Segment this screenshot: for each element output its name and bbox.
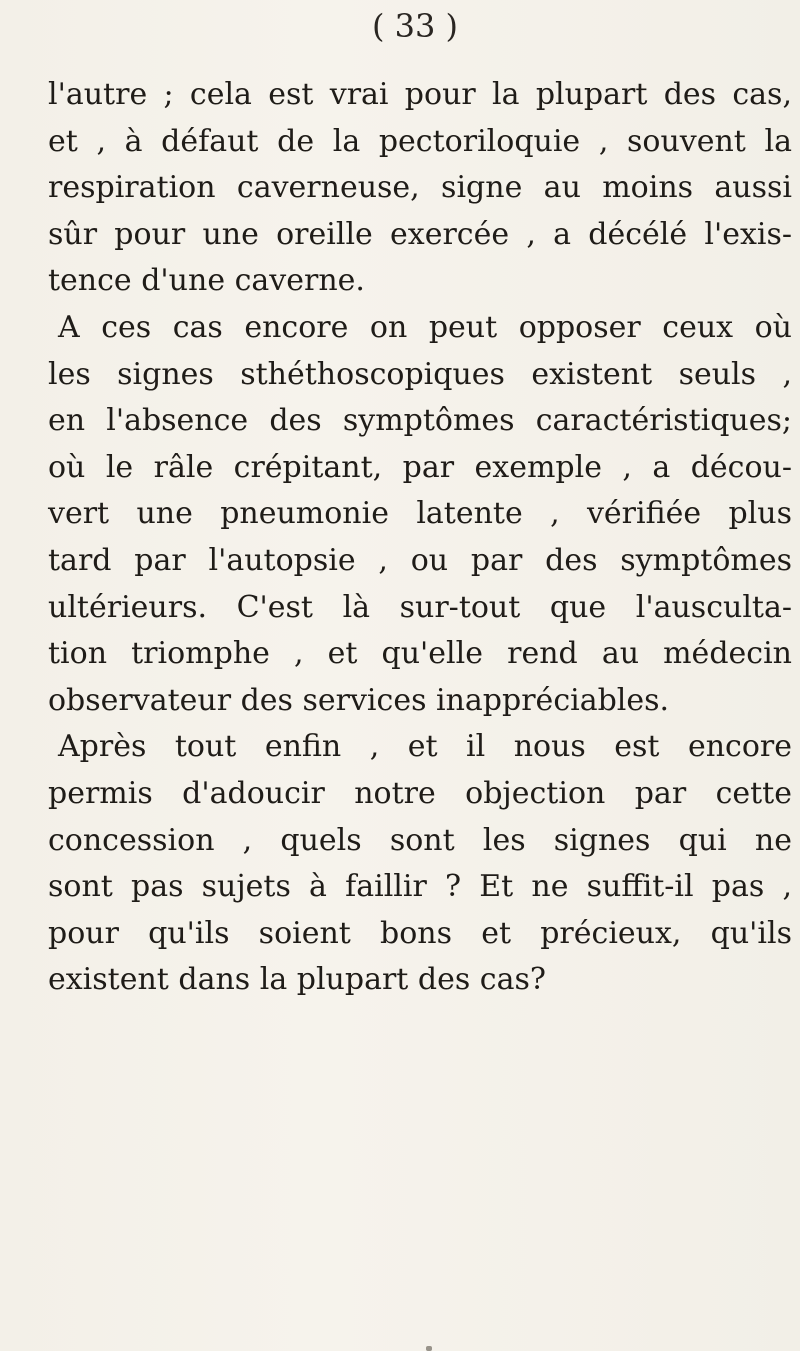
text-line: pour qu'ils soient bons et précieux, qu'ils	[48, 915, 792, 951]
text-line: sûr pour une oreille exercée , a décélé l'exis-	[48, 216, 792, 252]
text-line: tard par l'autopsie , ou par des symptômes	[48, 542, 792, 578]
text-line: existent dans la plupart des cas?	[48, 962, 546, 998]
body-text	[48, 72, 792, 1004]
text-line: vert une pneumonie latente , vérifiée plus	[48, 496, 792, 532]
text-line: où le râle crépitant, par exemple , a décou-	[48, 449, 792, 485]
page-number: ( 33 )	[371, 7, 459, 45]
text-line: A ces cas encore on peut opposer ceux où	[58, 309, 792, 345]
text-line: Après tout enfin , et il nous est encore	[58, 729, 792, 765]
text-line: concession , quels sont les signes qui ne	[48, 822, 792, 858]
text-line: sont pas sujets à faillir ? Et ne suffit-il pas ,	[48, 869, 792, 905]
text-line: respiration caverneuse, signe au moins aussi	[48, 170, 792, 206]
text-line: en l'absence des symptômes caractéristiques;	[48, 403, 792, 439]
text-line: observateur des services inappréciables.	[48, 682, 670, 718]
text-line: ultérieurs. C'est là sur-tout que l'ausculta-	[48, 589, 792, 625]
text-line: les signes sthéthoscopiques existent seuls ,	[48, 356, 792, 392]
text-line: l'autre ; cela est vrai pour la plupart des cas,	[48, 77, 792, 112]
text-line: et , à défaut de la pectoriloquie , souvent la	[48, 123, 792, 159]
text-line: tence d'une caverne.	[48, 263, 365, 299]
text-line: permis d'adoucir notre objection par cette	[48, 775, 792, 811]
ink-speck	[426, 1346, 432, 1351]
text-line: tion triomphe , et qu'elle rend au médecin	[48, 636, 792, 672]
